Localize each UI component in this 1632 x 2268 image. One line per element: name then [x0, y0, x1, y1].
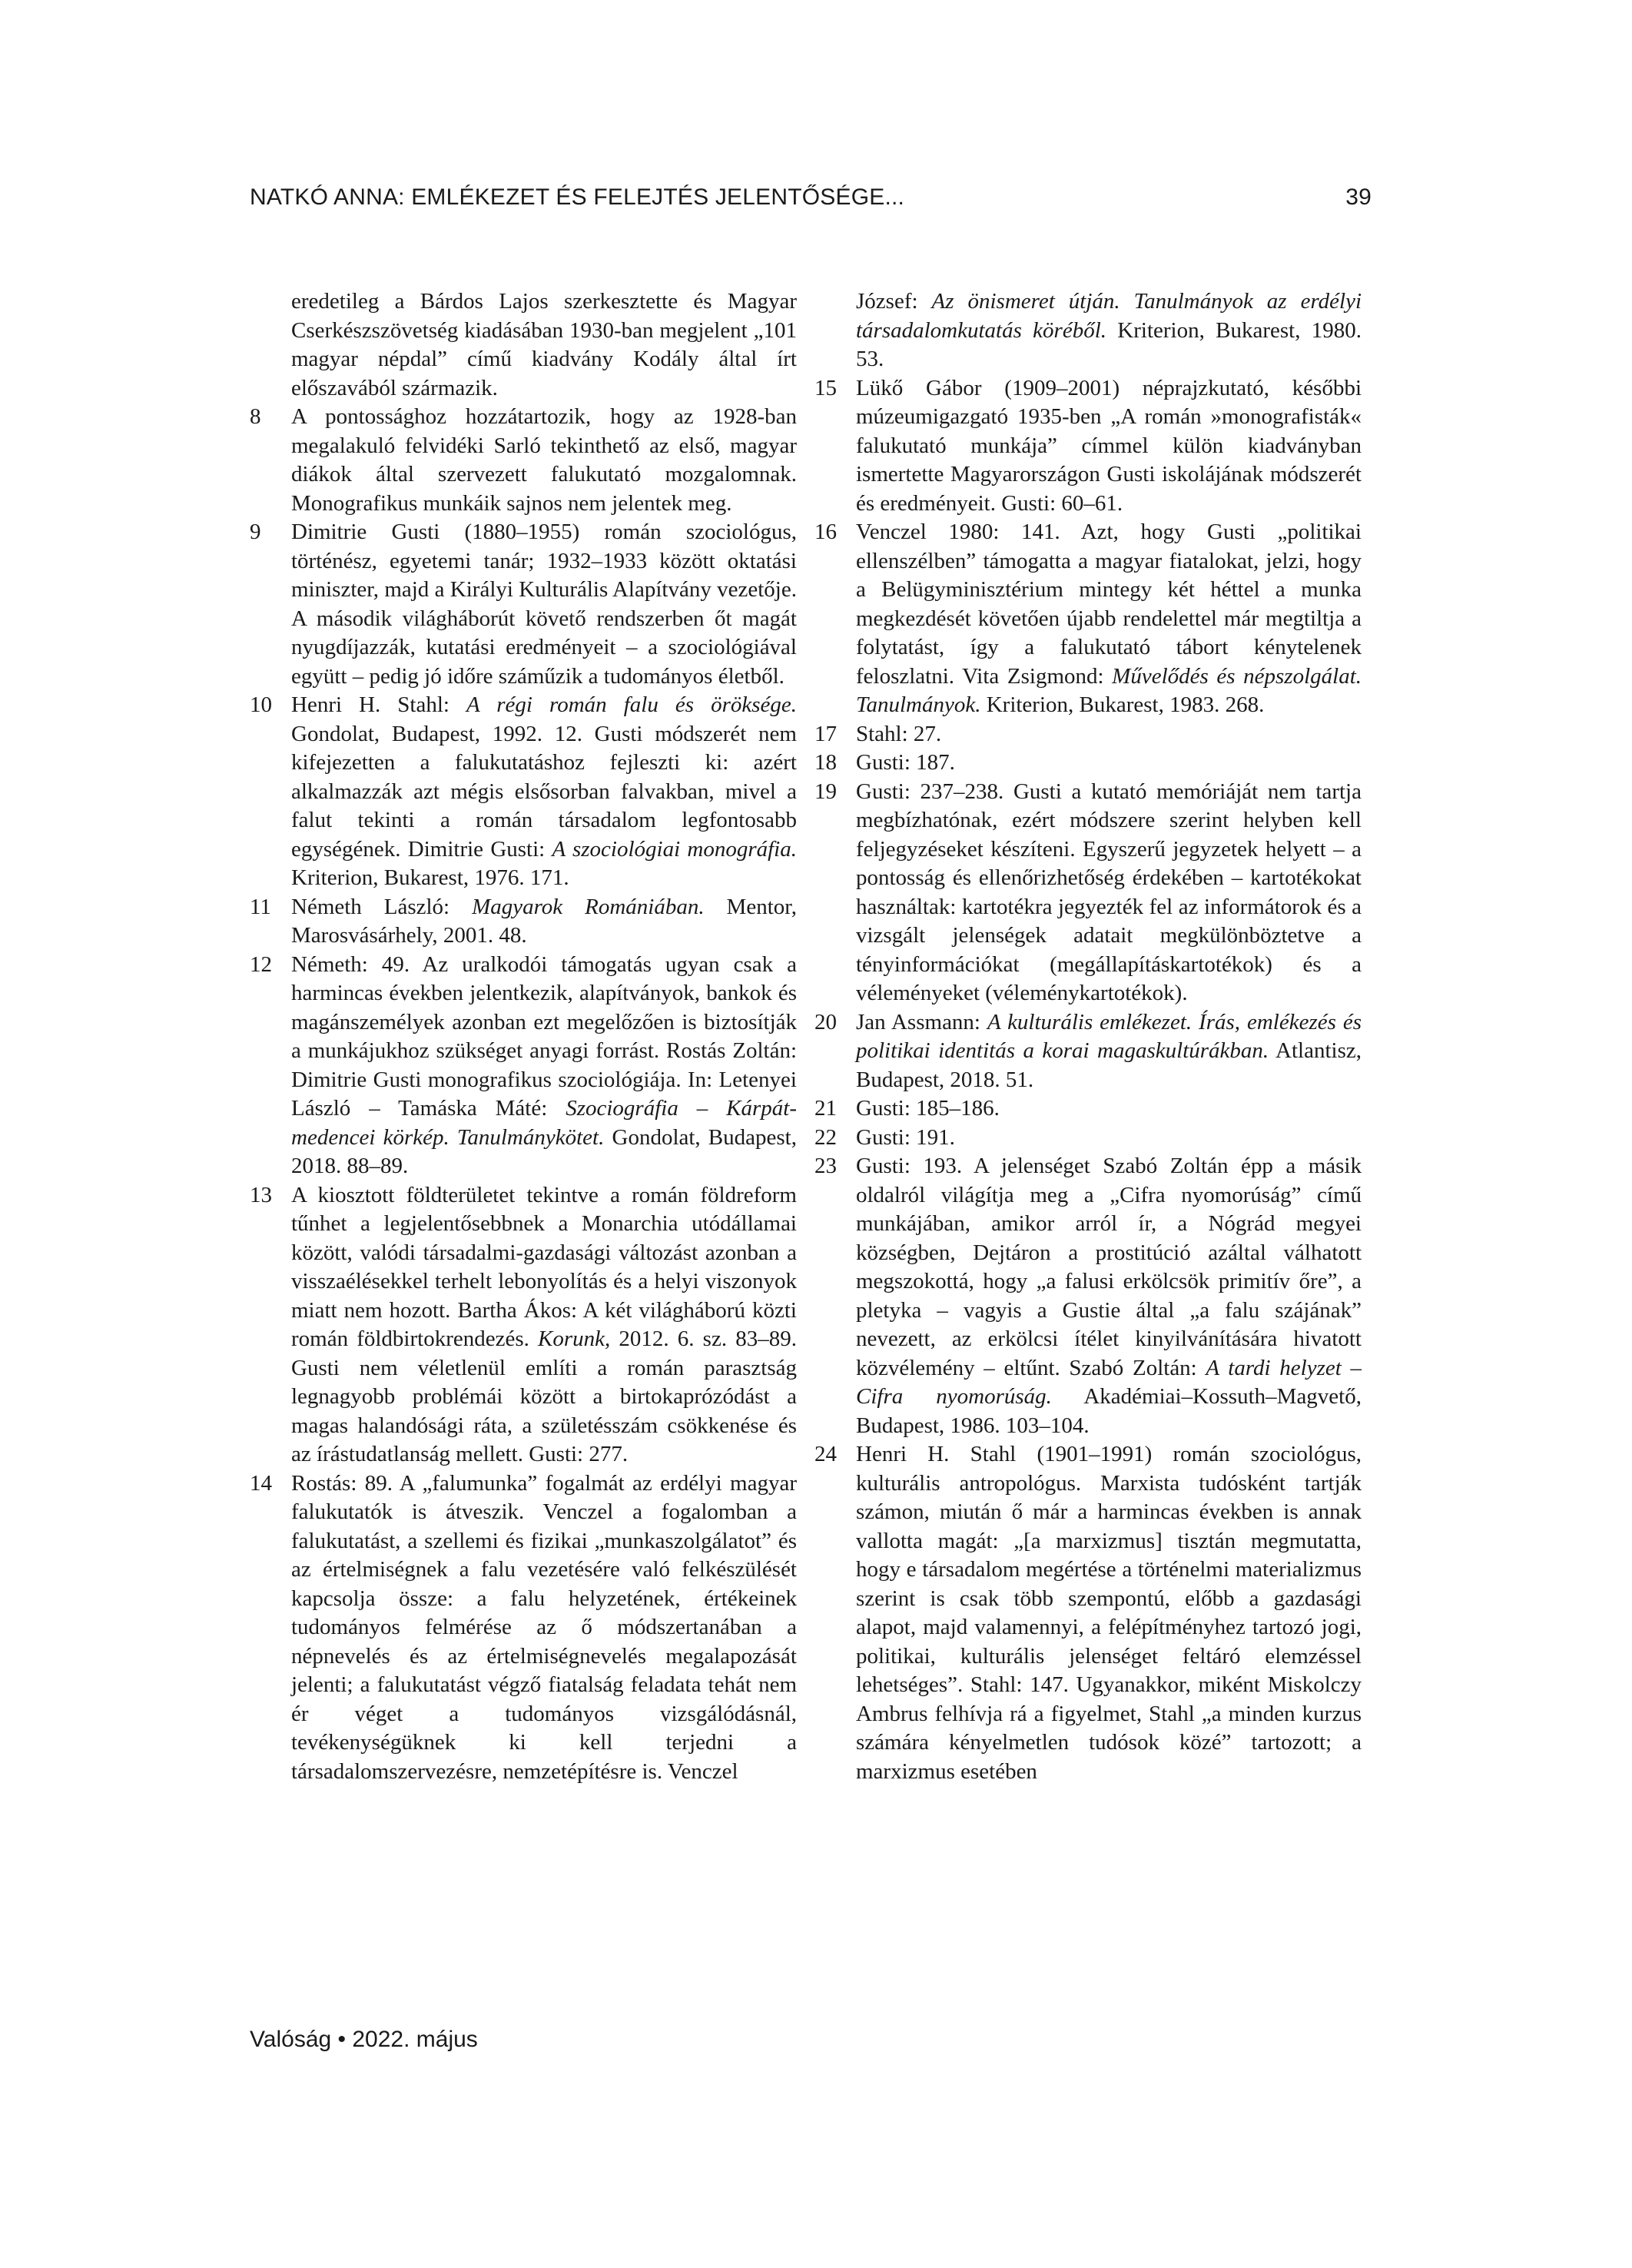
footnote	[814, 778, 1362, 1008]
footnote-italic-text: A kulturális emlékezet. Írás, emlékezés és politikai identitás a korai magaskultúrákban.	[856, 1009, 1362, 1063]
footnote-text: Gusti: 185–186.	[856, 1096, 1000, 1121]
footnote	[814, 720, 1362, 749]
footnote-number: 23	[814, 1154, 837, 1178]
running-title: NATKÓ ANNA: EMLÉKEZET ÉS FELEJTÉS JELENTŐSÉGE...	[250, 184, 905, 210]
footnote-number: 9	[250, 520, 261, 544]
footnotes-right-column	[814, 287, 1362, 1786]
footnote-number: 8	[250, 404, 261, 429]
footnote-text: Gondolat, Budapest, 2018. 88–89.	[291, 1124, 797, 1178]
footnote	[814, 1094, 1362, 1124]
footnote	[250, 518, 797, 691]
footnote-continuation	[250, 287, 797, 403]
footnote-text: A kiosztott földterületet tekintve a román földreform tűnhet a legjelentősebbnek a Monarchia utódállamai között, valódi társadalmi-gazdasági változást azonban a visszaélésekkel terhelt lebonyolítás és a helyi viszonyok miatt nem hozott. Bartha Ákos: A két világháború közti román földbirtokrendezés.	[291, 1182, 797, 1351]
footnote-number: 24	[814, 1442, 837, 1466]
journal-footer: Valóság • 2022. május	[250, 2027, 478, 2052]
page-number: 39	[1345, 184, 1372, 210]
footnote-text: Akadémiai–Kossuth–Magvető, Budapest, 1986. 103–104.	[856, 1384, 1362, 1438]
footnote-text: Henri H. Stahl (1901–1991) román szociológus, kulturális antropológus. Marxista tudósként tartják számon, miután ő már a harmincas években is annak vallotta magát: „[a marxizmus] tisztán megmutatta, hogy e társadalom megértése a történelmi materializmus szerint is csak több szempontú, előbb a gazdasági alapot, majd valamennyi, a felépítményhez tartozó jogi, politikai, kulturális jelenséget feltáró elemzéssel lehetséges”. Stahl: 147. Ugyanakkor, miként Miskolczy Ambrus felhívja rá a figyelmet, Stahl „a minden kurzus számára kényelmetlen tudósok közé” tartozott; a marxizmus esetében	[856, 1442, 1362, 1784]
footnote	[250, 951, 797, 1181]
footnote-text: Kriterion, Bukarest, 1980. 53.	[856, 317, 1362, 371]
running-header	[250, 184, 1372, 223]
footnote	[814, 1440, 1362, 1786]
footnote-italic-text: Szociográfia – Kárpát-medencei körkép. Tanulmánykötet.	[291, 1096, 797, 1150]
footnote-italic-text: Korunk,	[538, 1327, 611, 1351]
footnote	[814, 1124, 1362, 1153]
footnote-text: József:	[856, 289, 932, 314]
footnote-text: Jan Assmann:	[856, 1009, 987, 1034]
footnotes-left-column	[250, 287, 797, 1786]
footnote-text: Kriterion, Bukarest, 1983. 268.	[980, 692, 1265, 717]
footnote-text: eredetileg a Bárdos Lajos szerkesztette és Magyar Cserkészszövetség kiadásában 1930-ban megjelent „101 magyar népdal” című kiadvány Kodály által írt előszavából származik.	[291, 289, 797, 400]
footnote-continuation	[814, 287, 1362, 374]
footnote-number: 11	[250, 894, 271, 919]
footnote	[814, 518, 1362, 720]
footnote-text: 2012. 6. sz. 83–89. Gusti nem véletlenül említi a román parasztság legnagyobb problémái között a birtokaprózódást a magas halandósági ráta, a születésszám csökkenése és az írástudatlanság mellett. Gusti: 277.	[291, 1327, 797, 1466]
footnote-text: Henri H. Stahl:	[291, 692, 467, 717]
footnote	[814, 1152, 1362, 1440]
footnote	[250, 403, 797, 518]
footnote-number: 19	[814, 779, 837, 804]
footnote-text: Gondolat, Budapest, 1992. 12. Gusti módszerét nem kifejezetten a falukutatáshoz fejleszti ki: azért alkalmazzák azt mégis elsősorban falvakban, mivel a falut tekinti a román társadalom legfontosabb egységének. Dimitrie Gusti:	[291, 721, 797, 862]
footnote-number: 17	[814, 721, 837, 746]
footnote-text: A pontossághoz hozzátartozik, hogy az 1928-ban megalakuló felvidéki Sarló tekinthető az első, magyar diákok által szervezett falukutató mozgalomnak. Monografikus munkáik sajnos nem jelentek meg.	[291, 404, 797, 516]
footnote-text: Venczel 1980: 141. Azt, hogy Gusti „politikai ellenszélben” támogatta a magyar fiatalokat, jelzi, hogy a Belügyminisztérium mintegy két héttel a munka megkezdését követően újabb rendelettel már megtiltja a folytatást, így a falukutató tábort kénytelenek feloszlatni. Vita Zsigmond:	[856, 520, 1362, 689]
footnote-text: Németh László:	[291, 894, 473, 919]
footnote-text: Gusti: 193. A jelenséget Szabó Zoltán épp a másik oldalról világítja meg a „Cifra nyomorúság” című munkájában, amikor arról ír, a Nógrád megyei községben, Dejtáron a prostitúció azáltal válhatott megszokottá, hogy „a falusi erkölcsök primitív őre”, a pletyka – vagyis a Gustie által „a falu szájának” nevezett, az erkölcsi ítélet kinyilvánítására hivatott közvélemény – eltűnt. Szabó Zoltán:	[856, 1154, 1362, 1380]
footnote-text: Gusti: 237–238. Gusti a kutató memóriáját nem tartja megbízhatónak, ezért módszere szerint helyben kell feljegyzéseket készíteni. Egyszerű jegyzetek helyett – a pontosság és ellenőrizhetőség érdekében – kartotékokat használtak: kartotékra jegyezték fel az informátorok és a vizsgált jelenségek adatait megkülönböztetve a tényinformációkat (megállapításkartotékok) és a véleményeket (véleménykartotékok).	[856, 779, 1362, 1005]
footnote	[250, 691, 797, 893]
footnote-text: Lükő Gábor (1909–2001) néprajzkutató, későbbi múzeumigazgató 1935-ben „A román »monografisták« falukutató munkája” címmel külön kiadványban ismertette Magyarországon Gusti iskolájának módszerét és eredményeit. Gusti: 60–61.	[856, 375, 1362, 516]
footnote-text: Rostás: 89. A „falumunka” fogalmát az erdélyi magyar falukutatók is átveszik. Venczel a fogalomban a falukutatást, a szellemi és fizikai „munkaszolgálatot” és az értelmiségnek a falu vezetésére való felkészülését kapcsolja össze: a falu helyzetének, értékeinek tudományos felmérése az ő módszertanában a népnevelés és az értelmiségnevelés megalapozását jelenti; a falukutatást végző fiatalság feladata tehát nem ér véget a tudományos vizsgálódásnál, tevékenységüknek ki kell terjedni a társadalomszervezésre, nemzetépítésre is. Venczel	[291, 1470, 797, 1784]
footnote	[250, 893, 797, 951]
footnote-number: 12	[250, 951, 272, 977]
footnote-number: 16	[814, 520, 837, 544]
footnote-number: 20	[814, 1009, 837, 1034]
footnote	[814, 749, 1362, 778]
footnote-italic-text: A szociológiai monográfia.	[552, 836, 797, 862]
footnote-text: Atlantisz, Budapest, 2018. 51.	[856, 1038, 1362, 1092]
footnote-number: 15	[814, 375, 837, 400]
footnote-number: 10	[250, 692, 272, 717]
footnote	[814, 374, 1362, 519]
footnote	[250, 1469, 797, 1787]
footnote-italic-text: A régi román falu és öröksége.	[466, 692, 798, 717]
footnote-text: Gusti: 187.	[856, 750, 955, 775]
footnote-italic-text: Magyarok Romániában.	[472, 894, 705, 919]
footnote-number: 22	[814, 1124, 837, 1150]
footnote-text: Németh: 49. Az uralkodói támogatás ugyan csak a harmincas években jelentkezik, alapítványok, bankok és magánszemélyek azonban ezt megelőzően is biztosítják a munkájukhoz szükséget anyagi forrást. Rostás Zoltán: Dimitrie Gusti monografikus szociológiája. In: Letenyei László – Tamáska Máté:	[291, 951, 797, 1121]
footnote-text: Gusti: 191.	[856, 1124, 955, 1150]
footnote-text: Dimitrie Gusti (1880–1955) román szociológus, történész, egyetemi tanár; 1932–1933 között oktatási miniszter, majd a Királyi Kulturális Alapítvány vezetője. A második világháborút követő rendszerben őt magát nyugdíjazzák, kutatási eredményeit – a szociológiával együtt – pedig jó időre száműzik a tudományos életből.	[291, 520, 797, 689]
footnote-number: 21	[814, 1096, 837, 1121]
footnote	[814, 1008, 1362, 1095]
footnote-italic-text: Az önismeret útján. Tanulmányok az erdélyi társadalomkutatás köréből.	[856, 289, 1362, 343]
footnote	[250, 1181, 797, 1469]
footnote-number: 18	[814, 750, 837, 775]
footnote-text: Kriterion, Bukarest, 1976. 171.	[291, 865, 569, 890]
footnote-number: 14	[250, 1470, 272, 1496]
footnote-italic-text: Művelődés és népszolgálat. Tanulmányok.	[856, 663, 1362, 717]
footnote-text: Stahl: 27.	[856, 721, 942, 746]
footnote-number: 13	[250, 1182, 272, 1207]
footnote-text: Mentor, Marosvásárhely, 2001. 48.	[291, 894, 797, 948]
footnote-italic-text: A tardi helyzet – Cifra nyomorúság.	[856, 1355, 1362, 1409]
